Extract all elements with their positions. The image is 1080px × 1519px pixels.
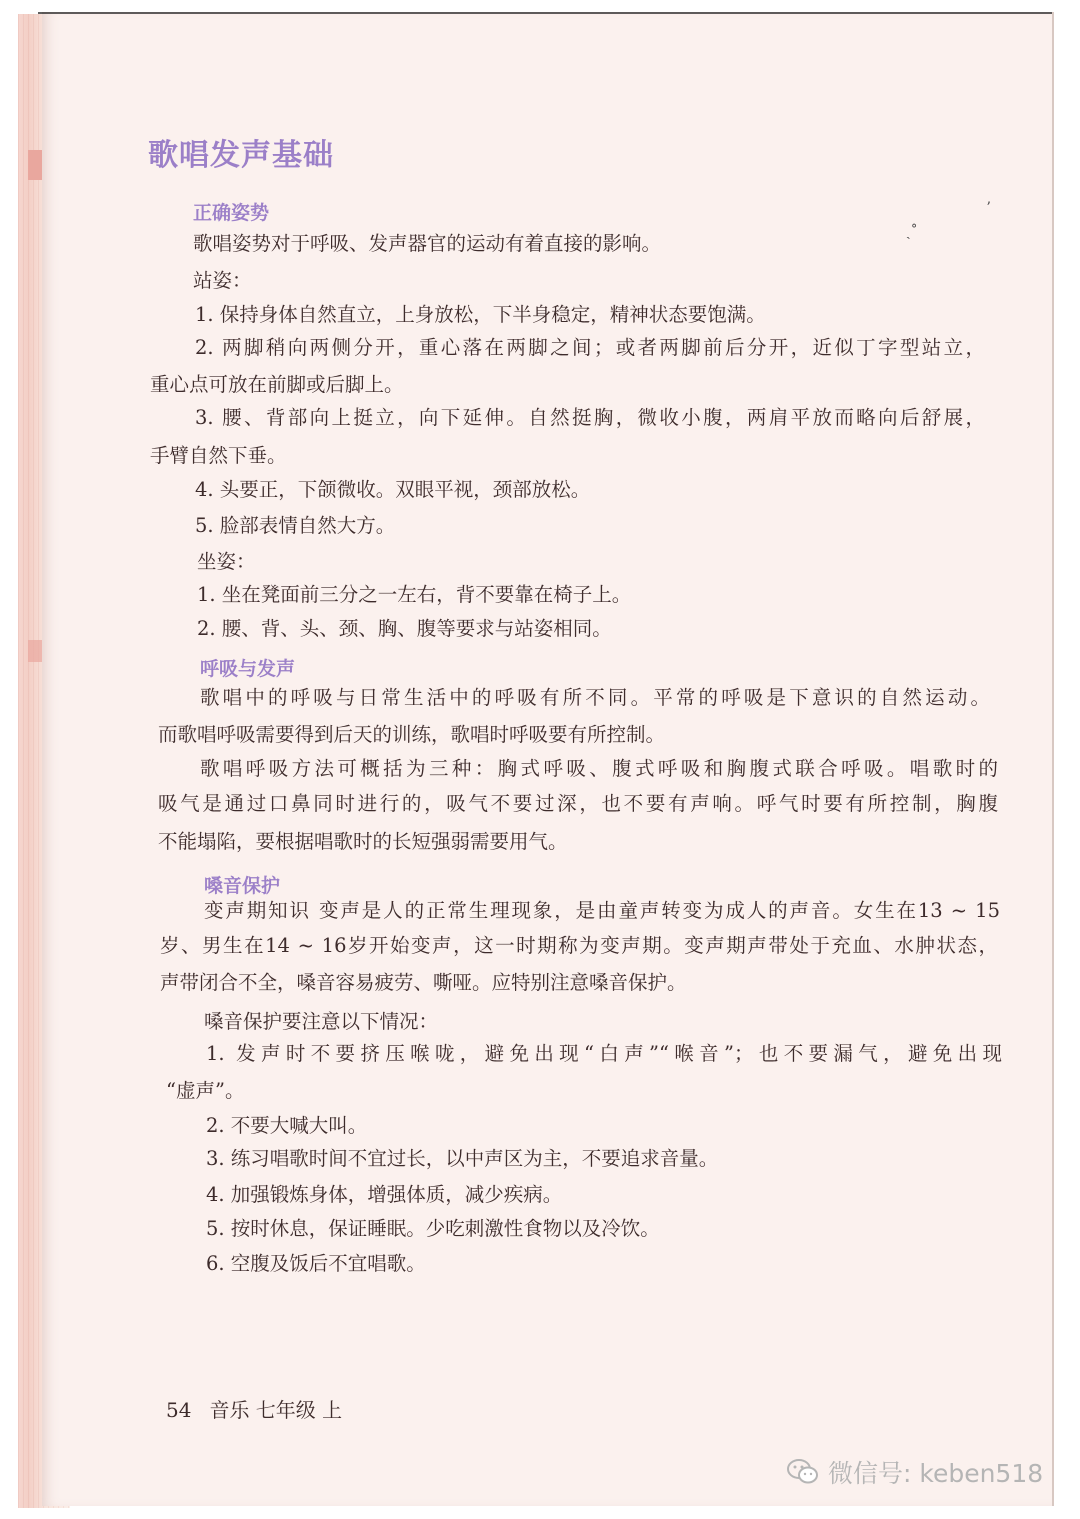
page-top-border [38, 12, 1054, 14]
paragraph-line: 吸气是通过口鼻同时进行的，吸气不要过深，也不要有声响。呼气时要有所控制，胸腹 [158, 792, 998, 815]
paragraph-line: 歌唱中的呼吸与日常生活中的呼吸有所不同。平常的呼吸是下意识的自然运动。 [200, 686, 990, 709]
paragraph-line: 声带闭合不全，嗓音容易疲劳、嘶哑。应特别注意嗓音保护。 [160, 971, 687, 994]
paragraph-line: 而歌唱呼吸需要得到后天的训练，歌唱时呼吸要有所控制。 [158, 723, 666, 746]
section-heading-voice-care: 嗓音保护 [204, 875, 281, 897]
section-heading-posture: 正确姿势 [193, 202, 270, 224]
page-footer [166, 1394, 342, 1423]
wechat-icon [786, 1457, 820, 1487]
list-item: 3. 练习唱歌时间不宜过长，以中声区为主，不要追求音量。 [206, 1147, 719, 1170]
paragraph-line: 歌唱姿势对于呼吸、发声器官的运动有着直接的影响。 [193, 232, 662, 255]
list-item: 2. 两脚稍向两侧分开，重心落在两脚之间；或者两脚前后分开，近似丁字型站立， [195, 336, 985, 359]
section-heading-breathing: 呼吸与发声 [200, 658, 296, 680]
page-number: 54 [166, 1398, 192, 1422]
list-item: 1. 保持身体自然直立，上身放松，下半身稳定，精神状态要饱满。 [195, 303, 766, 326]
list-item: 1. 坐在凳面前三分之一左右，背不要靠在椅子上。 [197, 583, 632, 606]
list-item: 5. 脸部表情自然大方。 [195, 514, 396, 537]
paragraph-line: “虚声”。 [166, 1079, 245, 1102]
list-item: 6. 空腹及饭后不宜唱歌。 [206, 1252, 426, 1275]
list-item: 2. 腰、背、头、颈、胸、腹等要求与站姿相同。 [197, 617, 612, 640]
list-item: 1. 发声时不要挤压喉咙，避免出现“白声”“喉音”；也不要漏气，避免出现 [206, 1042, 1002, 1065]
ink-speck: ʼ [986, 200, 991, 216]
paragraph-line: 岁、男生在14 ~ 16岁开始变声，这一时期称为变声期。变声期声带处于充血、水肿状态， [160, 934, 998, 957]
page-right-border [1052, 12, 1054, 1506]
ink-speck: ˏ˚ [906, 224, 918, 240]
list-item: 2. 不要大喊大叫。 [206, 1114, 368, 1137]
paragraph-line: 变声期知识 变声是人的正常生理现象，是由童声转变为成人的声音。女生在13 ~ 15 [204, 899, 1000, 922]
paragraph-line: 歌唱呼吸方法可概括为三种：胸式呼吸、腹式呼吸和胸腹式联合呼吸。唱歌时的 [200, 757, 998, 780]
watermark [786, 1454, 1043, 1490]
paragraph-line: 嗓音保护要注意以下情况： [204, 1010, 439, 1033]
list-item: 4. 头要正，下颌微收。双眼平视，颈部放松。 [195, 478, 591, 501]
list-item: 3. 腰、背部向上挺立，向下延伸。自然挺胸，微收小腹，两肩平放而略向后舒展， [195, 406, 985, 429]
book-title: 音乐 七年级 上 [209, 1398, 343, 1422]
edge-tab-mark [28, 640, 42, 662]
list-item: 4. 加强锻炼身体，增强体质，减少疾病。 [206, 1183, 563, 1206]
paragraph-line: 手臂自然下垂。 [150, 444, 287, 467]
watermark-text: 微信号: keben518 [828, 1459, 1044, 1488]
edge-tab-mark [28, 150, 42, 180]
paragraph-line: 站姿： [193, 269, 252, 292]
page-title: 歌唱发声基础 [148, 138, 334, 173]
list-item: 5. 按时休息，保证睡眠。少吃刺激性食物以及冷饮。 [206, 1217, 660, 1240]
paragraph-line: 重心点可放在前脚或后脚上。 [150, 373, 404, 396]
paragraph-line: 坐姿： [197, 550, 256, 573]
paragraph-line: 不能塌陷，要根据唱歌时的长短强弱需要用气。 [158, 830, 568, 853]
